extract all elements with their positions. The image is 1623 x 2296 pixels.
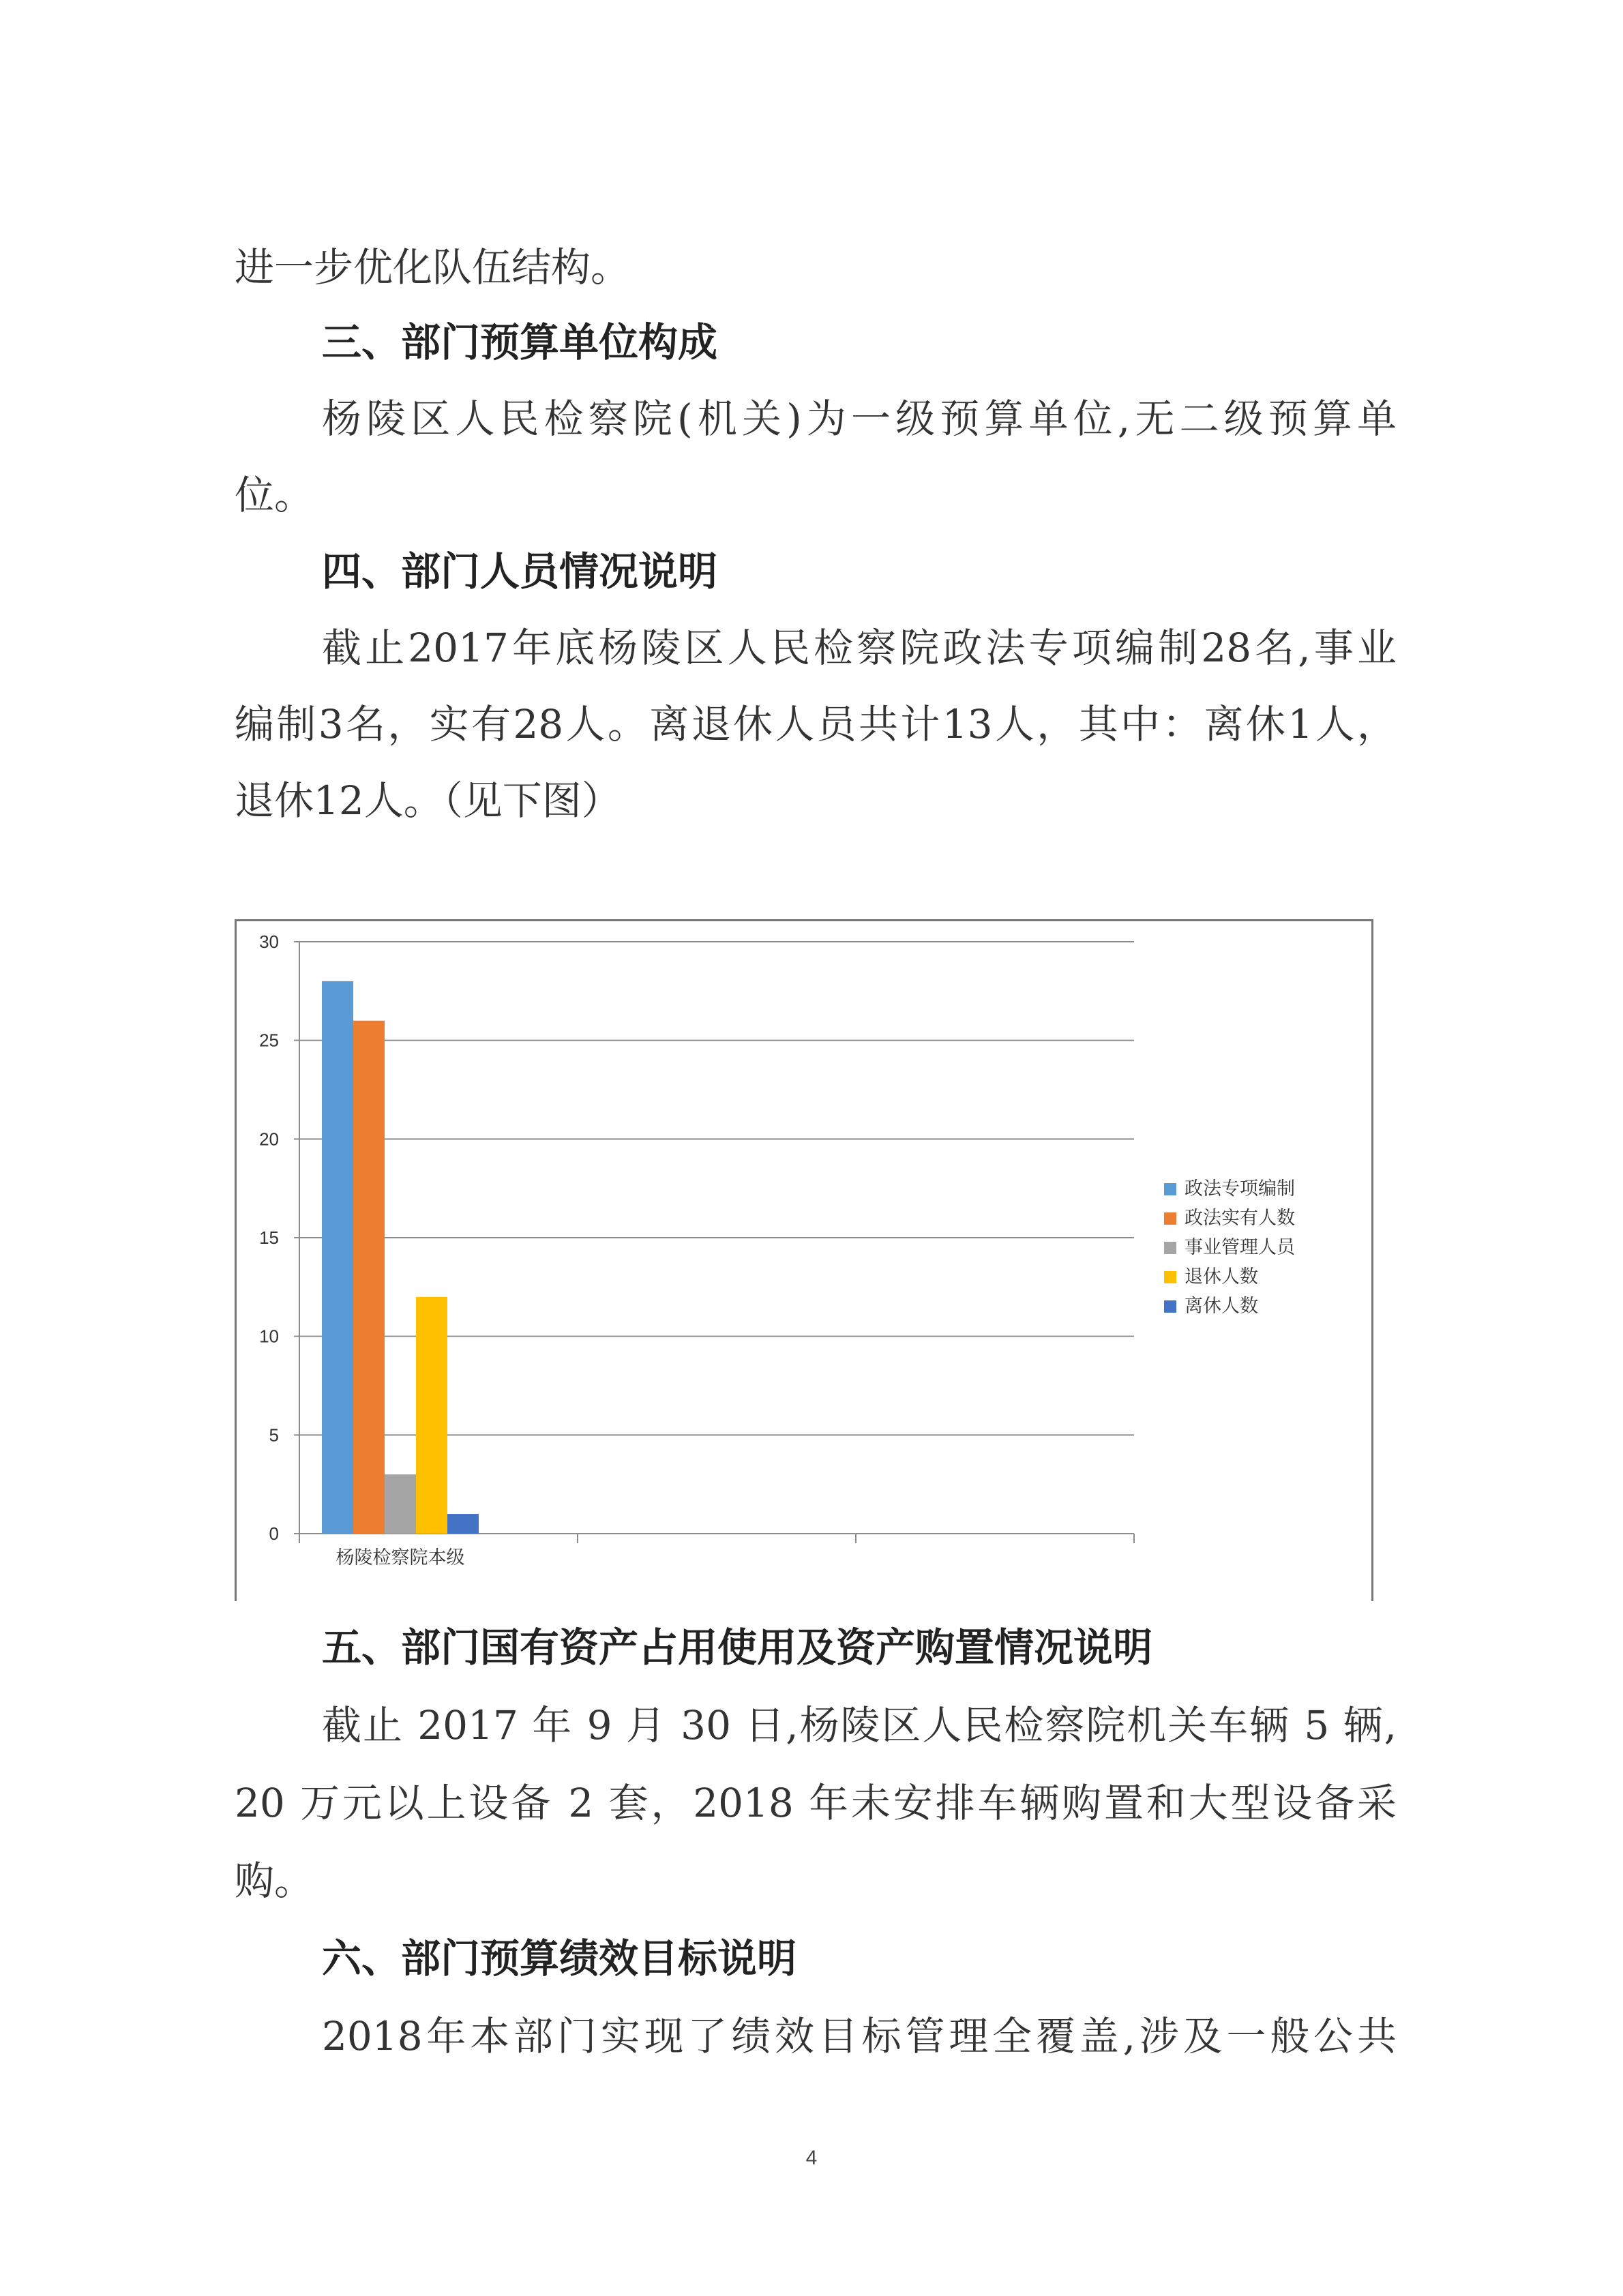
y-tick-label: 5	[269, 1425, 279, 1446]
legend-swatch	[1164, 1271, 1176, 1283]
paragraph-line-10: 截止 2017 年 9 月 30 日,杨陵区人民检察院机关车辆 5 辆,	[322, 1702, 1397, 1748]
bar-政法专项编制	[322, 981, 353, 1534]
paragraph-line-4: 位。	[235, 472, 314, 518]
section-heading-5: 五、部门国有资产占用使用及资产购置情况说明	[322, 1624, 1153, 1671]
legend-swatch	[1164, 1242, 1176, 1254]
legend-label: 退休人数	[1185, 1266, 1258, 1287]
y-tick-label: 10	[259, 1326, 279, 1347]
paragraph-line-6: 截止2017年底杨陵区人民检察院政法专项编制28名,事业	[322, 625, 1397, 671]
legend-label: 事业管理人员	[1185, 1237, 1295, 1258]
y-tick-label: 15	[259, 1227, 279, 1248]
paragraph-line-8: 退休12人。（见下图）	[235, 777, 621, 824]
bar-离休人数	[447, 1514, 479, 1534]
paragraph-line-1: 进一步优化队伍结构。	[235, 244, 631, 290]
section-heading-6: 六、部门预算绩效目标说明	[322, 1935, 797, 1982]
legend-swatch	[1164, 1183, 1176, 1195]
y-tick-label: 30	[259, 931, 279, 952]
legend-label: 离休人数	[1185, 1296, 1258, 1317]
paragraph-line-14: 2018年本部门实现了绩效目标管理全覆盖,涉及一般公共	[322, 2013, 1397, 2059]
bar-政法实有人数	[353, 1021, 385, 1534]
section-heading-4: 四、部门人员情况说明	[322, 548, 718, 595]
legend-label: 政法专项编制	[1185, 1178, 1295, 1199]
legend-swatch	[1164, 1212, 1176, 1225]
section-heading-3: 三、部门预算单位构成	[322, 319, 718, 366]
bar-事业管理人员	[385, 1474, 416, 1534]
y-tick-label: 25	[259, 1030, 279, 1051]
personnel-bar-chart	[235, 919, 1373, 1601]
chart-canvas	[237, 921, 1371, 1601]
legend-label: 政法实有人数	[1185, 1208, 1295, 1229]
paragraph-line-3: 杨陵区人民检察院(机关)为一级预算单位,无二级预算单	[322, 396, 1397, 442]
y-tick-label: 0	[269, 1523, 279, 1544]
bar-退休人数	[416, 1297, 447, 1534]
y-tick-label: 20	[259, 1129, 279, 1150]
paragraph-line-11: 20 万元以上设备 2 套，2018 年未安排车辆购置和大型设备采	[235, 1780, 1397, 1826]
page-number: 4	[805, 2147, 818, 2169]
legend-swatch	[1164, 1300, 1176, 1313]
x-category-label: 杨陵检察院本级	[336, 1547, 465, 1568]
paragraph-line-12: 购。	[235, 1858, 314, 1904]
paragraph-line-7: 编制3名，实有28人。离退休人员共计13人，其中：离休1人，	[235, 701, 1397, 747]
